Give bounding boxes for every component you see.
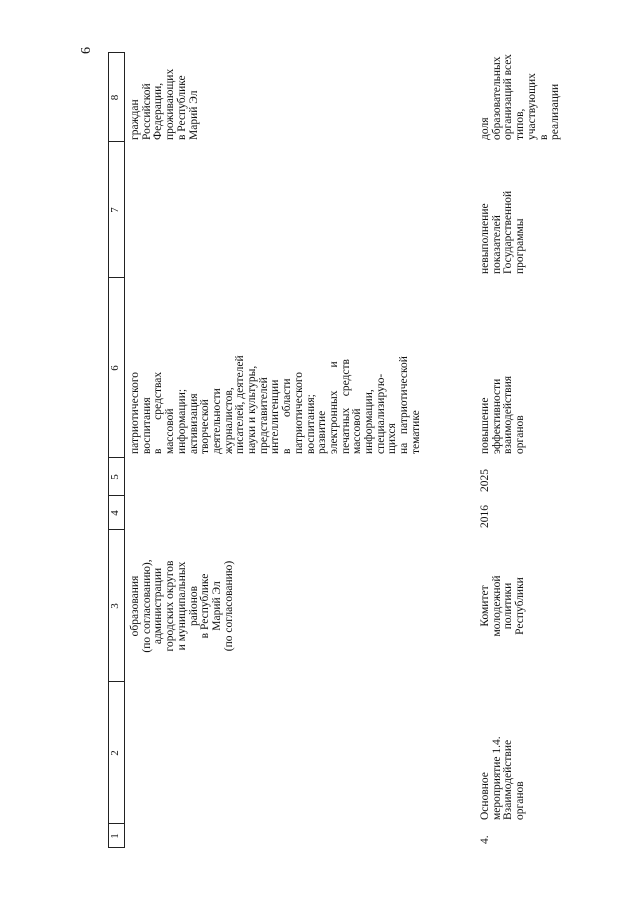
cont-col8: граждан Российской Федерации, проживающих в Республике Марий Эл bbox=[129, 68, 200, 140]
row4-col4: 2016 bbox=[479, 505, 491, 528]
col-header-6: 6 bbox=[109, 365, 121, 371]
col-header-3: 3 bbox=[109, 603, 121, 609]
row4-number: 4. bbox=[479, 835, 491, 844]
header-bottom-rule bbox=[124, 52, 125, 848]
col-header-4: 4 bbox=[109, 510, 121, 516]
col-header-7: 7 bbox=[109, 207, 121, 213]
cont-col6: патриотического воспитания в средствах массовой информации; активизация творческой деятельности журналистов, писателей, деятелей науки и культуры, представителей интеллигенции в области патриотического воспитания; развитие электронных и печатных средств массовой информации, специализирую- щихся на патриотической тематике bbox=[129, 355, 422, 454]
row4-col2: Основное мероприятие 1.4. Взаимодействие органов bbox=[479, 736, 527, 820]
page-number: 6 bbox=[79, 47, 94, 54]
row4-col5: 2025 bbox=[479, 469, 491, 492]
col-header-5: 5 bbox=[109, 474, 121, 480]
row4-col8: доля образовательных организаций всех типов, участвующих в реализации bbox=[479, 54, 562, 140]
cont-col3: образования (по согласованию), администрации городских округов и муниципальных районов в Республике Марий Эл (по согласованию) bbox=[129, 559, 235, 653]
row4-col7: невыполнение показателей Государственной программы bbox=[479, 190, 527, 274]
col-header-2: 2 bbox=[109, 750, 121, 756]
col-header-8: 8 bbox=[109, 94, 121, 101]
rotated-table bbox=[108, 52, 583, 848]
row4-col6: повышение эффективности взаимодействия органов bbox=[479, 375, 527, 454]
col-header-1: 1 bbox=[109, 833, 121, 839]
row4-col3: Комитет молодежной политики Республики bbox=[479, 575, 527, 637]
